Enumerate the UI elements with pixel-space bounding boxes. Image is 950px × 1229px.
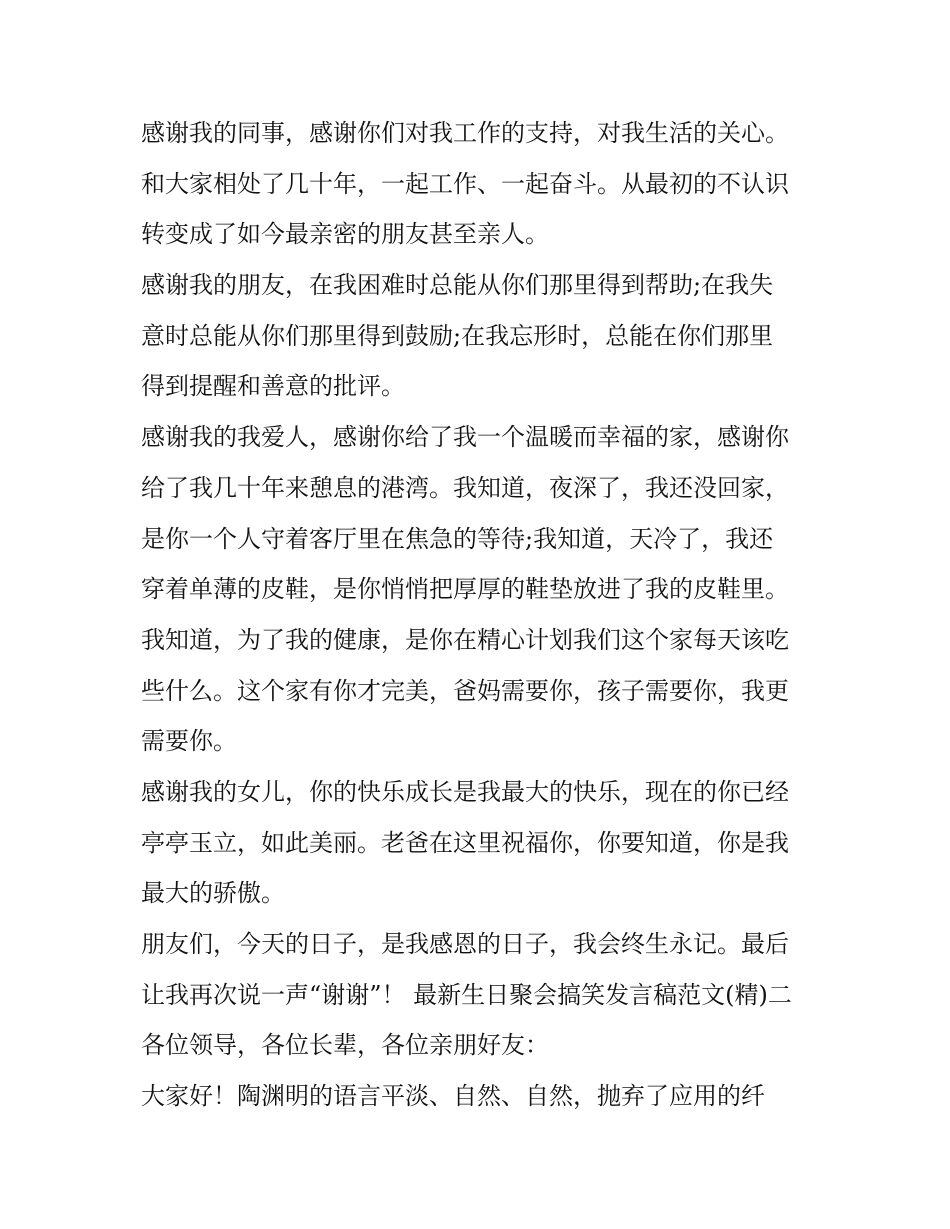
text-line: 我知道，为了我的健康，是你在精心计划我们这个家每天该吃 bbox=[141, 625, 789, 654]
text-line: 感谢我的同事，感谢你们对我工作的支持，对我生活的关心。 bbox=[141, 119, 789, 147]
text-line: 和大家相处了几十年，一起工作、一起奋斗。从最初的不认识 bbox=[141, 169, 789, 198]
text-line: 亭亭玉立，如此美丽。老爸在这里祝福你，你要知道，你是我 bbox=[141, 828, 789, 857]
text-line: 最大的骄傲。 bbox=[141, 879, 285, 908]
text-line: 大家好！陶渊明的语言平淡、自然、自然，抛弃了应用的纤 bbox=[141, 1082, 765, 1111]
text-line: 让我再次说一声“谢谢”！ 最新生日聚会搞笑发言稿范文(精)二 bbox=[141, 980, 792, 1009]
text-line: 转变成了如今最亲密的朋友甚至亲人。 bbox=[141, 220, 549, 249]
text-line: 感谢我的朋友，在我困难时总能从你们那里得到帮助;在我失 bbox=[141, 271, 774, 300]
text-line: 感谢我的我爱人，感谢你给了我一个温暖而幸福的家，感谢你 bbox=[141, 423, 789, 452]
text-line: 需要你。 bbox=[141, 727, 237, 756]
text-line: 穿着单薄的皮鞋，是你悄悄把厚厚的鞋垫放进了我的皮鞋里。 bbox=[141, 575, 789, 604]
text-line: 意时总能从你们那里得到鼓励;在我忘形时，总能在你们那里 bbox=[141, 321, 774, 350]
text-line: 得到提醒和善意的批评。 bbox=[141, 372, 405, 401]
text-line: 是你一个人守着客厅里在焦急的等待;我知道，天冷了，我还 bbox=[141, 524, 774, 553]
text-line: 各位领导，各位长辈，各位亲朋好友： bbox=[141, 1031, 549, 1060]
text-line: 给了我几十年来憩息的港湾。我知道，夜深了，我还没回家， bbox=[141, 473, 789, 502]
document-body bbox=[141, 108, 821, 1122]
text-line: 些什么。这个家有你才完美，爸妈需要你，孩子需要你，我更 bbox=[141, 676, 789, 705]
text-line: 朋友们，今天的日子，是我感恩的日子，我会终生永记。最后 bbox=[141, 930, 789, 958]
text-line: 感谢我的女儿，你的快乐成长是我最大的快乐，现在的你已经 bbox=[141, 777, 789, 806]
